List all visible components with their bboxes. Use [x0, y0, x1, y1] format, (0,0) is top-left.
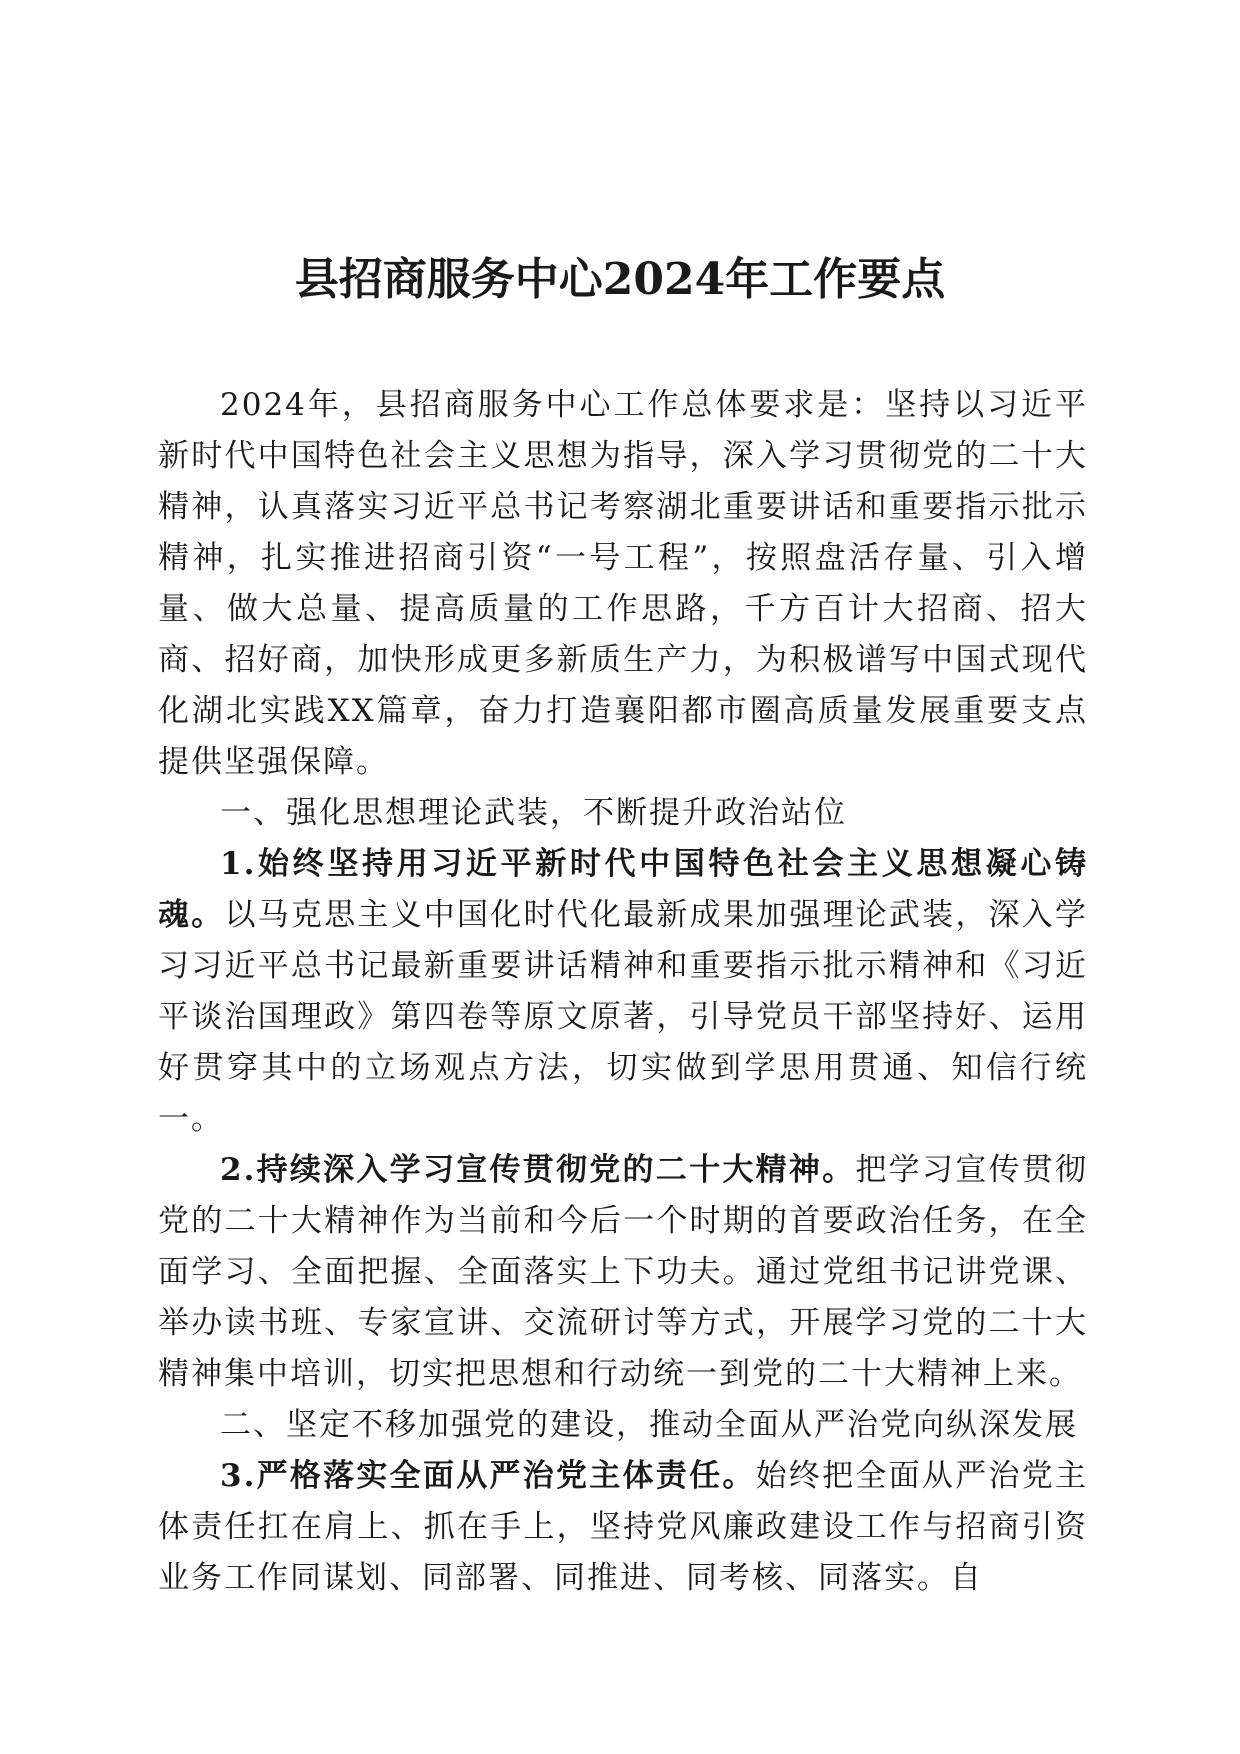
item-2-lead: 2.持续深入学习宣传贯彻党的二十大精神。	[220, 1152, 856, 1188]
item-2-body: 把学习宣传贯彻党的二十大精神作为当前和今后一个时期的首要政治任务，在全面学习、全面把握、全面落实上下功夫。通过党组书记讲党课、举办读书班、专家宣讲、交流研讨等方式，开展学习党的二十大精神集中培训，切实把思想和行动统一到党的二十大精神上来。	[158, 1152, 1088, 1392]
document-title: 县招商服务中心2024年工作要点	[294, 254, 946, 305]
item-3-body: 始终把全面从严治党主体责任扛在肩上、抓在手上，坚持党风廉政建设工作与招商引资业务工作同谋划、同部署、同推进、同考核、同落实。自	[158, 1458, 1088, 1596]
intro-paragraph: 2024年，县招商服务中心工作总体要求是：坚持以习近平新时代中国特色社会主义思想为指导，深入学习贯彻党的二十大精神，认真落实习近平总书记考察湖北重要讲话和重要指示批示精神，扎实推进招商引资“一号工程”，按照盘活存量、引入增量、做大总量、提高质量的工作思路，千方百计大招商、招大商、招好商，加快形成更多新质生产力，为积极谱写中国式现代化湖北实践XX篇章，奋力打造襄阳都市圈高质量发展重要支点提供坚强保障。	[158, 387, 1088, 780]
section-2-heading: 二、坚定不移加强党的建设，推动全面从严治党向纵深发展	[220, 1407, 1078, 1443]
section-1-heading: 一、强化思想理论武装，不断提升政治站位	[220, 795, 847, 831]
document-body	[158, 380, 1088, 1604]
item-3-paragraph	[158, 1451, 1088, 1604]
item-1-body: 以马克思主义中国化时代化最新成果加强理论武装，深入学习习近平总书记最新重要讲话精神和重要指示批示精神和《习近平谈治国理政》第四卷等原文原著，引导党员干部坚持好、运用好贯穿其中的立场观点方法，切实做到学思用贯通、知信行统一。	[158, 897, 1089, 1137]
item-3-lead: 3.严格落实全面从严治党主体责任。	[220, 1458, 756, 1494]
item-1-paragraph	[158, 839, 1088, 1145]
item-2-paragraph	[158, 1145, 1088, 1400]
item-1-lead: 1.始终坚持用习近平新时代中国特色社会主义思想凝心铸魂。	[158, 846, 1088, 933]
